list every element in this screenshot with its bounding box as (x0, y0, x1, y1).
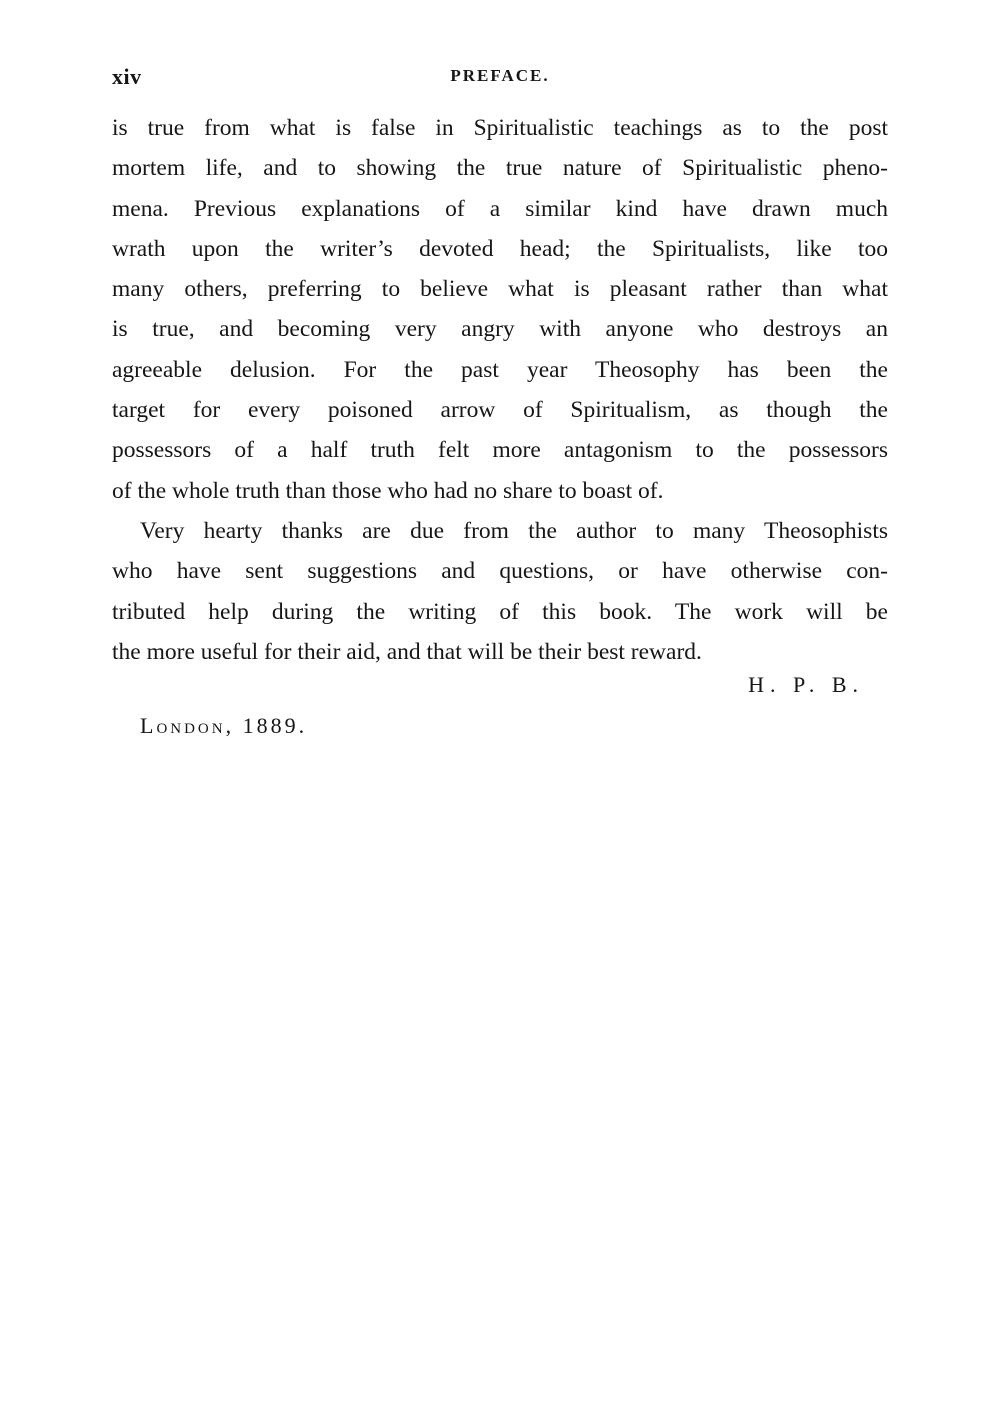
dateline: London, 1889. (140, 713, 308, 738)
body-text (112, 108, 888, 672)
page-number: xiv (112, 64, 142, 89)
text-line: who have sent suggestions and questions, or have otherwise con- (112, 558, 888, 585)
text-line: agreeable delusion. For the past year Theosophy has been the (112, 356, 888, 383)
text-line: many others, preferring to believe what is pleasant rather than what (112, 276, 888, 303)
text-line: mena. Previous explanations of a similar kind have drawn much (112, 195, 888, 222)
text-line: Very hearty thanks are due from the author to many Theosophists (140, 517, 888, 544)
text-line: target for every poisoned arrow of Spiritualism, as though the (112, 397, 888, 424)
paragraph-1 (112, 108, 888, 511)
text-line: wrath upon the writer’s devoted head; the Spiritualists, like too (112, 235, 888, 262)
text-line: the more useful for their aid, and that will be their best reward. (112, 638, 702, 665)
text-line: mortem life, and to showing the true nature of Spiritualistic pheno- (112, 155, 888, 182)
text-line: tributed help during the writing of this book. The work will be (112, 598, 888, 625)
running-head (112, 64, 888, 96)
text-line: is true from what is false in Spiritualistic teachings as to the post (112, 115, 888, 141)
text-line: of the whole truth than those who had no share to boast of. (112, 477, 664, 504)
signature: H. P. B. (748, 672, 864, 697)
paragraph-2 (112, 511, 888, 672)
section-title: PREFACE. (450, 66, 550, 85)
text-line: possessors of a half truth felt more antagonism to the possessors (112, 437, 888, 464)
text-line: is true, and becoming very angry with anyone who destroys an (112, 316, 888, 343)
